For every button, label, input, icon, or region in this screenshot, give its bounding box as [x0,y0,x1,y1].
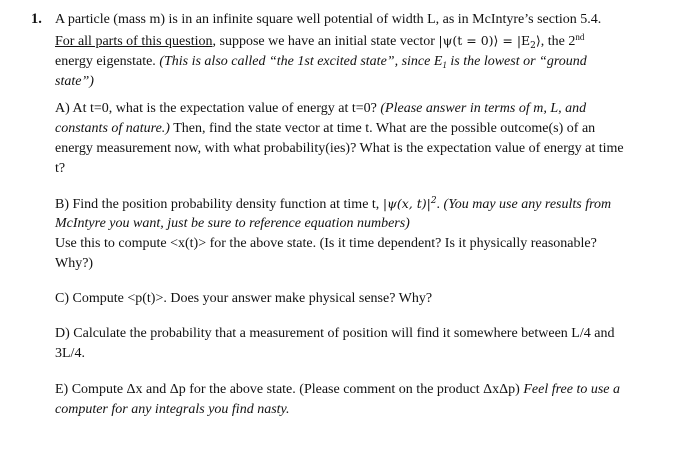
intro-line-4: state”) [55,74,94,89]
underlined-phrase: For all parts of this question [55,34,213,49]
part-b-line-3: Use this to compute <x(t)> for the above state. (Is it time dependent? Is it physically reasonable? [55,236,597,251]
part-c-line-1: C) Compute <p(t)>. Does your answer make physical sense? Why? [55,291,433,306]
part-b-line-1: B) Find the position probability density function at time t, |ψ(x, $t)|^2$. (You may use any results from [55,196,612,212]
intro-line-3: energy eigenstate. (This is also called “the 1st excited state”, since $E_1$ is the lowest or “ground [55,54,587,70]
problem-number: 1. [31,11,42,27]
part-a-line-1: A) At t=0, what is the expectation value of energy at t=0? (Please answer in terms of m, L, and [55,101,587,116]
part-e-line-1: E) Compute Δx and Δp for the above state. (Please comment on the product ΔxΔp) Feel free to use a [55,382,621,397]
part-e-line-2: computer for any integrals you find nasty. [55,402,290,417]
intro-line-2: For all parts of this question, suppose we have an initial state vector |ψ(t = 0)⟩ = $|E_2⟩$, the 2nd [55,32,585,51]
part-a-line-4: t? [55,161,66,176]
part-a-line-2: constants of nature.) Then, find the state vector at time t. What are the possible outcome(s) of an [55,121,596,136]
intro-line-1: A particle (mass m) is in an infinite square well potential of width L, as in McIntyre’s section 5.4. [55,12,602,27]
part-b-line-4: Why?) [55,256,94,271]
probability-density: |ψ(x, $t)|^2$ [382,196,437,211]
initial-state-vector: |ψ(t = 0)⟩ = $|E_2⟩$ [438,33,541,51]
part-d-line-2: 3L/4. [55,346,85,361]
part-d-line-1: D) Calculate the probability that a measurement of position will find it somewhere between L/4 and [55,326,615,341]
part-b-line-2: McIntyre you want, just be sure to reference equation numbers) [55,216,410,231]
part-a-line-3: energy measurement now, with what probability(ies)? What is the expectation value of energy at time [55,141,624,156]
